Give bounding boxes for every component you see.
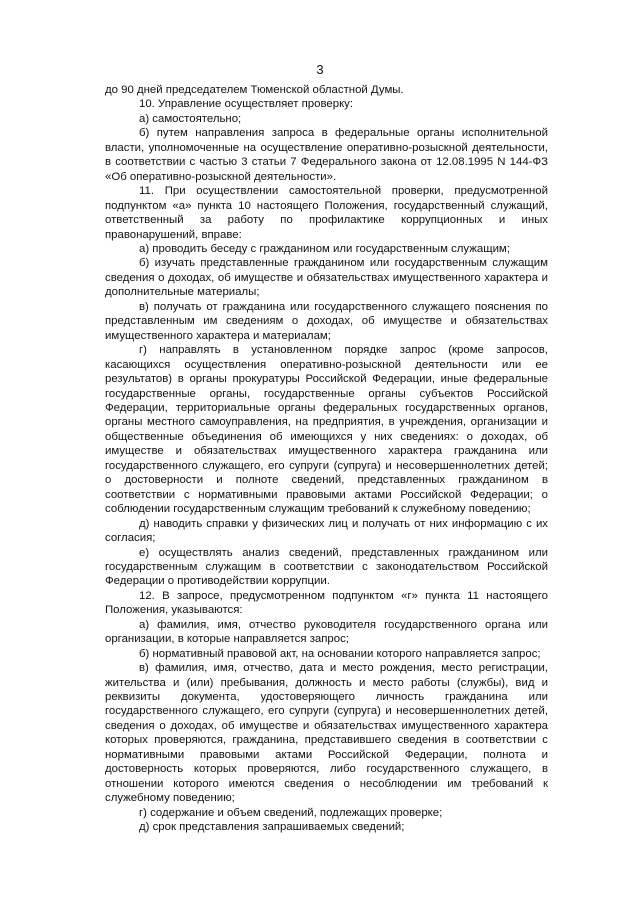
- paragraph-10: 10. Управление осуществляет проверку:: [139, 98, 354, 111]
- paragraph-11v: в) получать от гражданина или государственного служащего пояснения по представленным им сведениям о доходах, об имуществе и обязательствах имущественного характера и материалам;: [105, 300, 548, 342]
- paragraph-12d: д) срок представления запрашиваемых сведений;: [139, 821, 405, 834]
- paragraph-11: 11. При осуществлении самостоятельной проверки, предусмотренной подпунктом «а» пункта 10 настоящего Положения, государственный служащий, ответственный за работу по профилактике коррупционных и иных правонарушений, вправе:: [105, 185, 548, 241]
- paragraph-10a: а) самостоятельно;: [139, 112, 242, 125]
- paragraph-12g: г) содержание и объем сведений, подлежащих проверке;: [139, 806, 443, 819]
- document-body: [105, 83, 548, 835]
- paragraph-11e: е) осуществлять анализ сведений, представленных гражданином или государственным служащим в соответствии с законодательством Российской Федерации о противодействии коррупции.: [105, 546, 548, 588]
- paragraph-12b: б) нормативный правовой акт, на основании которого направляется запрос;: [139, 647, 541, 660]
- paragraph-11g: г) направлять в установленном порядке запрос (кроме запросов, касающихся осуществления оперативно-розыскной деятельности или ее результатов) в органы прокуратуры Российской Федерации, иные федеральные государственные органы, государственные органы субъектов Российской Федерации, территориальные органы федеральных государственных органов, органы местного самоуправления, на предприятия, в учреждения, организации и общественные объединения об имеющихся у них сведениях: о доходах, об имуществе и обязательствах имущественного характера гражданина или государственного служащего, его супруги (супруга) и несовершеннолетних детей; о достоверности и полноте сведений, представленных гражданином в соответствии с нормативными правовыми актами Российской Федерации; о соблюдении государственным служащим требований к служебному поведению;: [105, 344, 548, 516]
- paragraph-12a: а) фамилия, имя, отчество руководителя государственного органа или организации, в которые направляется запрос;: [105, 618, 548, 646]
- paragraph-10b: б) путем направления запроса в федеральные органы исполнительной власти, уполномоченные на осуществление оперативно-розыскной деятельности, в соответствии с частью 3 статьи 7 Федерального закона от 12.08.1995 N 144-ФЗ «Об оперативно-розыскной деятельности».: [105, 127, 548, 183]
- paragraph-12v: в) фамилия, имя, отчество, дата и место рождения, место регистрации, жительства и (или) пребывания, должность и место работы (службы), вид и реквизиты документа, удостоверяющего личность гражданина или государственного служащего, его супруги (супруга) и несовершеннолетних детей, сведения о доходах, об имуществе и обязательствах имущественного характера которых проверяются, гражданина, представившего сведения в соответствии с нормативными правовыми актами Российской Федерации, полнота и достоверность которых проверяются, либо государственного служащего, в отношении которого имеются сведения о несоблюдении им требований к служебному поведению;: [105, 662, 548, 805]
- paragraph-11a: а) проводить беседу с гражданином или государственным служащим;: [139, 242, 510, 255]
- paragraph-12: 12. В запросе, предусмотренном подпунктом «г» пункта 11 настоящего Положения, указываются:: [105, 589, 548, 617]
- paragraph-11d: д) наводить справки у физических лиц и получать от них информацию с их согласия;: [105, 517, 548, 545]
- paragraph-11b: б) изучать представленные гражданином или государственным служащим сведения о доходах, об имуществе и обязательствах имущественного характера и дополнительные материалы;: [105, 257, 548, 299]
- paragraph-continuation: до 90 дней председателем Тюменской областной Думы.: [105, 84, 404, 96]
- page-number: 3: [316, 62, 324, 77]
